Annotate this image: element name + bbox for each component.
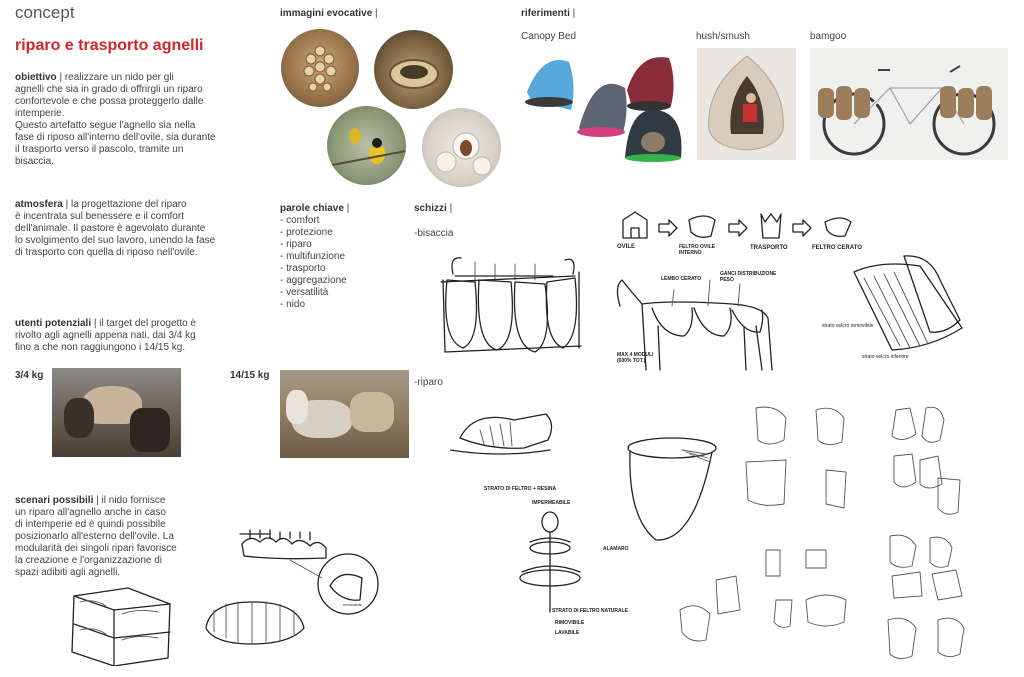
stacked-box-sketch bbox=[68, 586, 176, 666]
scenari-line: la creazione e l'organizzazione di bbox=[15, 555, 162, 566]
pole-label-feltro-naturale: STRATO DI FELTRO NATURALE bbox=[552, 608, 629, 614]
utenti-label: utenti potenziali bbox=[15, 318, 92, 329]
atmosfera-line: di trasporto con quella di riposo nell'ovile. bbox=[15, 247, 198, 258]
ref-label-canopy: Canopy Bed bbox=[521, 31, 577, 42]
scenari-label: scenari possibili bbox=[15, 495, 94, 506]
birds-photo bbox=[327, 106, 406, 185]
atmosfera-line: dell'animale. Il pastore è agevolato durante bbox=[15, 223, 206, 234]
parole-item: - nido bbox=[280, 299, 306, 310]
immagini-heading bbox=[280, 8, 378, 20]
bamgoo-photo bbox=[810, 48, 1008, 160]
bird-nest-photo bbox=[374, 30, 453, 109]
obiettivo-line: confortevole e che possa proteggerlo dalle bbox=[15, 96, 204, 107]
weight-small-label: 3/4 kg bbox=[15, 370, 44, 381]
donkey-label-ganci: GANCI DISTRIBUZIONE PESO bbox=[720, 271, 777, 283]
donkey-photo-large bbox=[280, 370, 409, 458]
schizzi-heading bbox=[414, 203, 452, 215]
parole-section bbox=[280, 203, 349, 311]
scenari-line: modularità dei singoli ripari favorisce bbox=[15, 543, 177, 554]
scenari-line: spazi adibiti agli agnelli. bbox=[15, 567, 121, 578]
weight-large-label: 14/15 kg bbox=[230, 370, 270, 381]
parole-item: - protezione bbox=[280, 227, 333, 238]
obiettivo-line: intemperie. bbox=[15, 108, 65, 119]
pole-label-rimovibile: RIMOVIBILE bbox=[555, 620, 585, 626]
page-title: concept bbox=[15, 3, 75, 22]
utenti-line: il target del progetto è bbox=[99, 318, 196, 329]
parole-sep: | bbox=[343, 203, 350, 214]
scenari-section bbox=[15, 495, 245, 579]
schizzi-bisaccia-label: -bisaccia bbox=[414, 228, 454, 239]
parole-item: - trasporto bbox=[280, 263, 326, 274]
parole-item: - multifunzione bbox=[280, 251, 346, 262]
atmosfera-section bbox=[15, 199, 245, 259]
ref-label-bamgoo: bamgoo bbox=[810, 31, 847, 42]
obiettivo-line: fase di riposo all'interno dell'ovile, sia durante bbox=[15, 132, 216, 143]
schizzi-title: schizzi bbox=[414, 203, 447, 214]
utenti-line: rivolto agli agnelli appena nati, dai 3/4 kg bbox=[15, 330, 196, 341]
scenari-line: il nido fornisce bbox=[101, 495, 166, 506]
obiettivo-line: realizzare un nido per gli bbox=[64, 72, 174, 83]
pole-label-alamaro: ALAMARO bbox=[603, 546, 629, 552]
parole-item: - aggregazione bbox=[280, 275, 347, 286]
parole-item: - versatilità bbox=[280, 287, 329, 298]
scenari-line: un riparo all'agnello anche in caso bbox=[15, 507, 166, 518]
obiettivo-line: agnelli che sia in grado di offrirgli un riparo bbox=[15, 84, 203, 95]
utenti-line: fino a che non raggiungono i 14/15 kg. bbox=[15, 342, 186, 353]
schizzi-sep: | bbox=[446, 203, 453, 214]
donkey-label-max: MAX 4 MODULI (600% TOT.) bbox=[617, 352, 654, 364]
atmosfera-line: è incentrata sul benessere e il comfort bbox=[15, 211, 184, 222]
scenari-sep: | bbox=[93, 495, 102, 506]
immagini-sep: | bbox=[372, 8, 378, 19]
parole-item: - riparo bbox=[280, 239, 312, 250]
velcro-label-inferiore: strato velcro inferiore bbox=[862, 354, 909, 360]
immagini-title: immagini evocative bbox=[280, 8, 373, 19]
atmosfera-line: lo svolgimento del suo lavoro, unendo la fase bbox=[15, 235, 216, 246]
parole-item: - comfort bbox=[280, 215, 320, 226]
wasp-nest-photo bbox=[281, 29, 359, 107]
canopy-bed-photo bbox=[521, 50, 691, 165]
obiettivo-sep: | bbox=[56, 72, 65, 83]
velcro-sketch bbox=[840, 252, 970, 360]
modular-small-label: removable bbox=[343, 602, 362, 607]
utenti-section bbox=[15, 318, 245, 354]
flow-label-ovile: OVILE bbox=[617, 244, 636, 250]
bisaccia-sketch bbox=[435, 252, 585, 360]
flow-label-feltro-ovile: FELTRO OVILE INTERNO bbox=[679, 244, 716, 256]
module-sketches bbox=[676, 400, 1016, 670]
pole-label-feltro-resina: STRATO DI FELTRO + RESINA bbox=[484, 486, 557, 492]
flow-label-trasporto: TRASPORTO bbox=[750, 245, 788, 251]
obiettivo-line: Questo artefatto segue l'agnello sia nella bbox=[15, 120, 196, 131]
atmosfera-label: atmosfera bbox=[15, 199, 63, 210]
page-subtitle: riparo e trasporto agnelli bbox=[15, 37, 204, 54]
donkey-photo-small bbox=[52, 368, 181, 457]
obiettivo-label: obiettivo bbox=[15, 72, 57, 83]
obiettivo-line: il trasporto verso il pascolo, tramite un bbox=[15, 144, 184, 155]
ring-sketch bbox=[200, 588, 310, 648]
riferimenti-sep: | bbox=[569, 8, 576, 19]
riferimenti-title: riferimenti bbox=[521, 8, 570, 19]
scenari-line: posizionarlo all'esterno dell'ovile. La bbox=[15, 531, 174, 542]
pole-label-lavabile: LAVABILE bbox=[555, 630, 580, 636]
atmosfera-sep: | bbox=[62, 199, 71, 210]
riferimenti-heading bbox=[521, 8, 575, 20]
utenti-sep: | bbox=[91, 318, 100, 329]
schizzi-riparo-label: -riparo bbox=[414, 377, 443, 388]
flow-label-feltro-cerato: FELTRO CERATO bbox=[812, 245, 862, 251]
parole-title: parole chiave bbox=[280, 203, 344, 214]
hush-smush-photo bbox=[697, 48, 796, 160]
donkey-label-lembo: LEMBO CERATO bbox=[661, 276, 702, 282]
ref-label-hush: hush/smush bbox=[696, 31, 750, 42]
pole-label-impermeabile: IMPERMEABILE bbox=[532, 500, 571, 506]
atmosfera-line: la progettazione del riparo bbox=[70, 199, 187, 210]
scenari-line: di intemperie ed è quindi possibile bbox=[15, 519, 166, 530]
sheep-wool-photo bbox=[422, 108, 501, 187]
velcro-label-removibile: strato velcro removibile bbox=[822, 323, 874, 329]
obiettivo-section bbox=[15, 72, 245, 168]
obiettivo-line: bisaccia. bbox=[15, 156, 54, 167]
riparo-sketch bbox=[450, 400, 560, 460]
